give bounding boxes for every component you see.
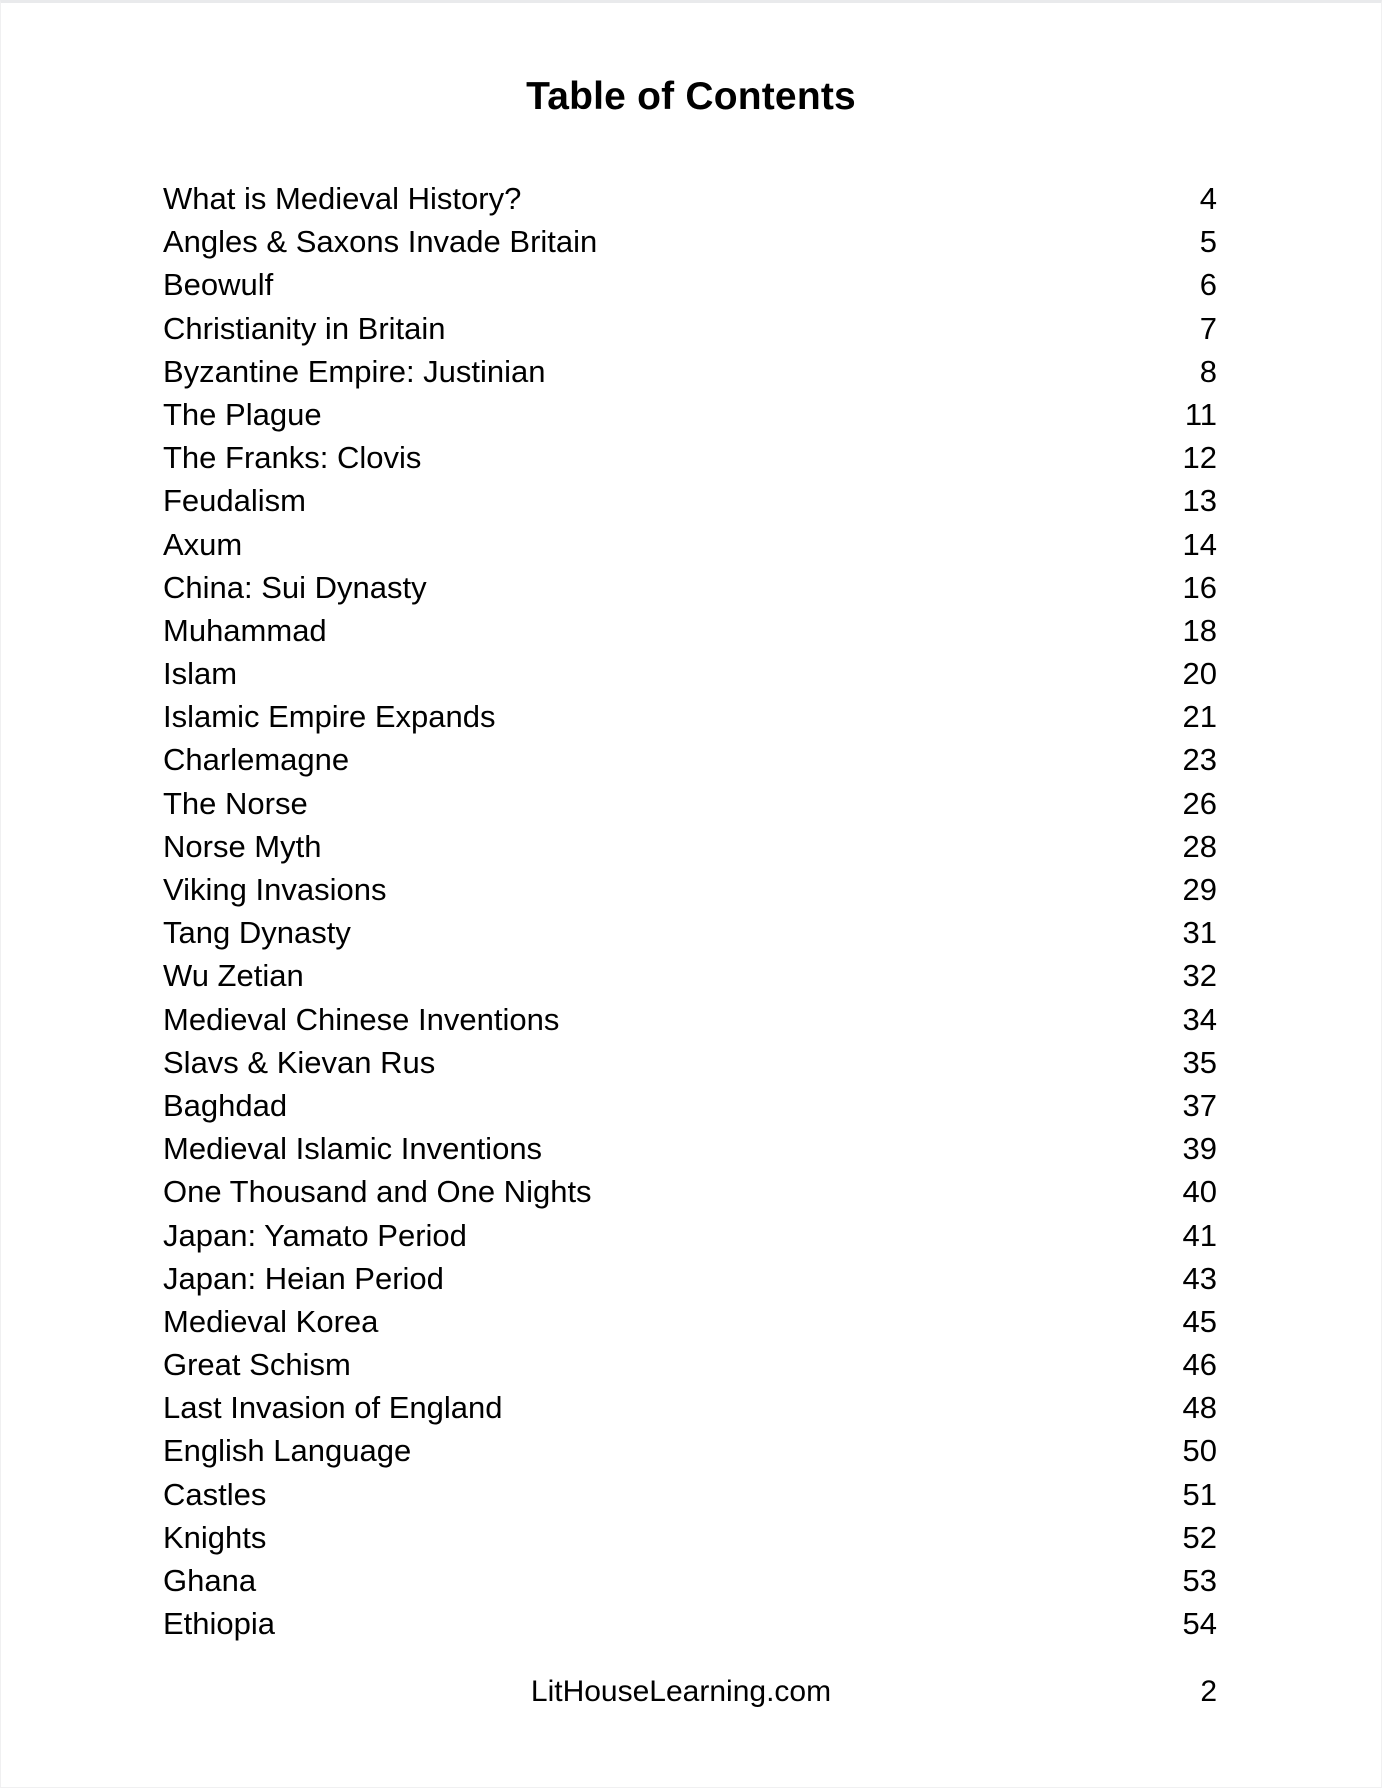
- toc-entry-title: Ghana: [163, 1563, 257, 1598]
- toc-row: [163, 1386, 1217, 1429]
- toc-entry-page: 23: [1182, 742, 1217, 778]
- toc-entry-page: 5: [1199, 224, 1217, 260]
- toc-entry-page: 6: [1199, 267, 1217, 303]
- toc-entry-page: 46: [1182, 1347, 1217, 1383]
- toc-entry-title: Beowulf: [163, 267, 274, 303]
- toc-entry-page: 32: [1182, 958, 1217, 994]
- toc-entry-title: Knights: [163, 1519, 267, 1555]
- toc-entry-page: 41: [1182, 1217, 1217, 1253]
- toc-entry-title: Norse Myth: [163, 828, 322, 864]
- toc-row: [163, 652, 1217, 695]
- toc-entry-title: Christianity in Britain: [163, 310, 446, 346]
- toc-entry-page: 28: [1182, 828, 1217, 864]
- toc-entry-title: Medieval Islamic Inventions: [163, 1131, 543, 1167]
- toc-row: [163, 436, 1217, 479]
- toc-entry-page: 29: [1182, 872, 1217, 907]
- toc-entry-page: 43: [1182, 1260, 1217, 1296]
- toc-row: [163, 825, 1217, 868]
- toc-row: [163, 1300, 1217, 1343]
- toc-entry-title: Angles & Saxons Invade Britain: [163, 224, 598, 260]
- toc-entry-page: 39: [1182, 1131, 1217, 1167]
- toc-entry-title: Japan: Heian Period: [163, 1260, 444, 1296]
- toc-entry-title: Byzantine Empire: Justinian: [163, 353, 546, 389]
- toc-entry-page: 4: [1199, 181, 1217, 216]
- toc-row: [163, 566, 1217, 609]
- toc-entry-title: Great Schism: [163, 1347, 351, 1383]
- toc-entry-page: 8: [1199, 353, 1217, 389]
- toc-list: [163, 177, 1217, 1645]
- toc-entry-title: What is Medieval History?: [163, 181, 522, 216]
- toc-row: [163, 1214, 1217, 1257]
- toc-row: [163, 220, 1217, 263]
- toc-entry-page: 51: [1182, 1476, 1217, 1512]
- toc-row: [163, 738, 1217, 781]
- toc-entry-title: Japan: Yamato Period: [163, 1217, 467, 1253]
- toc-row: [163, 263, 1217, 306]
- toc-entry-page: 18: [1182, 612, 1217, 648]
- toc-entry-page: 14: [1182, 526, 1217, 562]
- toc-entry-page: 11: [1184, 396, 1217, 432]
- toc-row: [163, 782, 1217, 825]
- toc-row: [163, 695, 1217, 738]
- toc-entry-title: The Norse: [163, 785, 308, 821]
- toc-entry-title: Islam: [163, 656, 238, 692]
- toc-entry-title: One Thousand and One Nights: [163, 1174, 592, 1210]
- toc-entry-title: China: Sui Dynasty: [163, 569, 427, 605]
- toc-row: [163, 1343, 1217, 1386]
- toc-entry-page: 37: [1182, 1087, 1217, 1123]
- toc-row: [163, 350, 1217, 393]
- toc-entry-page: 50: [1182, 1433, 1217, 1469]
- toc-entry-title: Viking Invasions: [163, 872, 387, 907]
- toc-entry-page: 40: [1182, 1174, 1217, 1210]
- toc-entry-page: 45: [1182, 1303, 1217, 1339]
- toc-row: [163, 1473, 1217, 1516]
- toc-entry-title: Muhammad: [163, 612, 327, 648]
- toc-entry-title: Wu Zetian: [163, 958, 304, 994]
- toc-entry-page: 7: [1199, 310, 1217, 346]
- toc-entry-page: 20: [1182, 656, 1217, 692]
- toc-row: [163, 1257, 1217, 1300]
- toc-entry-page: 35: [1182, 1044, 1217, 1080]
- page-title: Table of Contents: [526, 75, 856, 118]
- footer-page-number: 2: [1200, 1675, 1217, 1708]
- toc-entry-page: 16: [1182, 569, 1217, 605]
- toc-row: [163, 1084, 1217, 1127]
- toc-entry-page: 12: [1182, 440, 1217, 476]
- toc-entry-page: 31: [1182, 915, 1217, 951]
- toc-entry-title: Ethiopia: [163, 1606, 276, 1642]
- toc-row: [163, 1127, 1217, 1170]
- toc-entry-title: Last Invasion of England: [163, 1390, 503, 1426]
- toc-row: [163, 1041, 1217, 1084]
- toc-entry-title: Medieval Chinese Inventions: [163, 1001, 560, 1037]
- toc-row: [163, 1170, 1217, 1213]
- toc-row: [163, 307, 1217, 350]
- toc-entry-title: The Plague: [163, 396, 322, 432]
- toc-entry-title: Castles: [163, 1476, 267, 1512]
- toc-row: [163, 911, 1217, 954]
- toc-entry-title: Islamic Empire Expands: [163, 699, 496, 735]
- toc-entry-page: 52: [1182, 1519, 1217, 1555]
- toc-row: [163, 523, 1217, 566]
- toc-entry-page: 26: [1182, 785, 1217, 821]
- toc-entry-title: Charlemagne: [163, 742, 350, 778]
- toc-row: [163, 954, 1217, 997]
- footer-site-text: LitHouseLearning.com: [530, 1675, 832, 1708]
- toc-entry-title: Feudalism: [163, 483, 306, 519]
- toc-row: [163, 1429, 1217, 1472]
- toc-entry-title: Medieval Korea: [163, 1303, 379, 1339]
- toc-entry-page: 53: [1182, 1563, 1217, 1598]
- toc-entry-page: 54: [1182, 1606, 1217, 1642]
- toc-entry-title: Baghdad: [163, 1087, 288, 1123]
- toc-entry-title: Slavs & Kievan Rus: [163, 1044, 436, 1080]
- toc-entry-title: Tang Dynasty: [163, 915, 351, 951]
- toc-row: [163, 998, 1217, 1041]
- toc-row: [163, 1559, 1217, 1602]
- toc-entry-page: 48: [1182, 1390, 1217, 1426]
- toc-entry-page: 34: [1182, 1001, 1217, 1037]
- toc-row: [163, 177, 1217, 220]
- toc-row: [163, 609, 1217, 652]
- toc-row: [163, 868, 1217, 911]
- toc-entry-page: 13: [1182, 483, 1217, 519]
- toc-entry-page: 21: [1182, 699, 1217, 735]
- toc-row: [163, 1602, 1217, 1645]
- toc-row: [163, 1516, 1217, 1559]
- toc-entry-title: English Language: [163, 1433, 412, 1469]
- toc-entry-title: Axum: [163, 526, 243, 562]
- toc-row: [163, 479, 1217, 522]
- toc-entry-title: The Franks: Clovis: [163, 440, 422, 476]
- toc-row: [163, 393, 1217, 436]
- page-footer: [163, 1677, 1217, 1707]
